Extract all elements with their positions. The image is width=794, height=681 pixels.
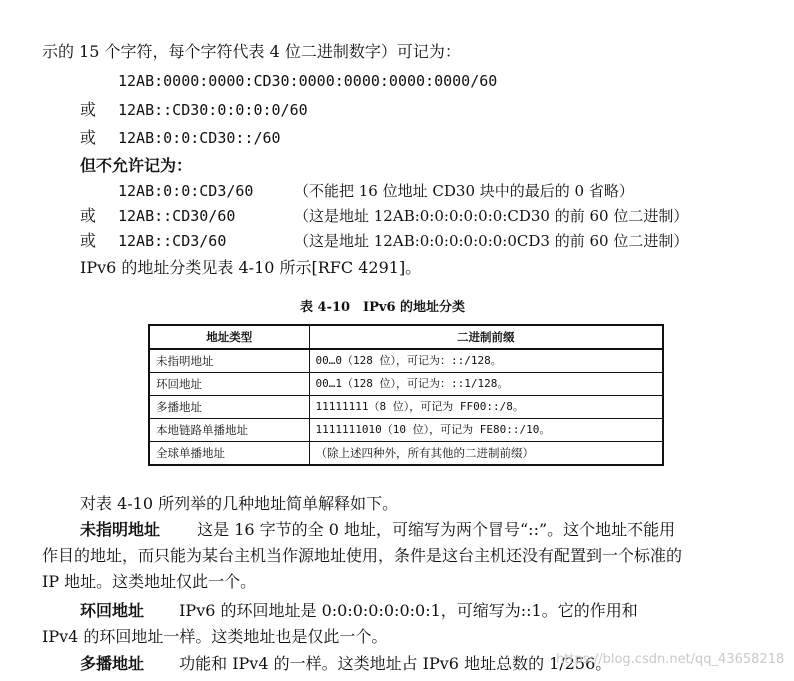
para-multicast-text1: 功能和 IPv4 的一样。这类地址占 IPv6 地址总数的 1/256。: [179, 654, 612, 673]
table-cell-prefix: 1111111010（10 位），可记为 FE80::/10。: [309, 419, 663, 442]
table-header-prefix: 二进制前缀: [309, 325, 663, 349]
term-multicast: 多播地址: [80, 654, 145, 673]
classification-line: IPv6 的地址分类见表 4-10 所示[RFC 4291]。: [80, 258, 422, 277]
table-row: [149, 396, 663, 419]
or-word-1: 或: [80, 100, 97, 119]
para-loopback-line2: IPv4 的环回地址一样。这类地址也是仅此一个。: [42, 627, 388, 646]
para-unspecified-text1: 这是 16 字节的全 0 地址，可缩写为两个冒号“::”。这个地址不能用: [197, 520, 676, 539]
table-cell-prefix: 11111111（8 位），可记为 FF00::/8。: [309, 396, 663, 419]
table-cell-type: 多播地址: [149, 396, 309, 419]
para-loopback-line1: [80, 601, 638, 621]
table-row: [149, 442, 663, 466]
table-cell-prefix: （除上述四种外，所有其他的二进制前缀）: [309, 442, 663, 466]
or-word-2: 或: [80, 128, 97, 147]
para-multicast-line1: [80, 654, 611, 674]
table-header-type: 地址类型: [149, 325, 309, 349]
address-alt2: 12AB:0:0:CD30::/60: [118, 129, 281, 147]
table-cell-type: 全球单播地址: [149, 442, 309, 466]
address-classification-table: [148, 324, 664, 466]
disallowed-code-2: 12AB::CD3/60: [118, 232, 227, 250]
table-cell-type: 本地链路单播地址: [149, 419, 309, 442]
disallowed-code-1: 12AB::CD30/60: [118, 207, 236, 225]
intro-line: 示的 15 个字符，每个字符代表 4 位二进制数字）可记为：: [42, 42, 461, 61]
table-row: [149, 349, 663, 373]
para-unspecified-line3: IP 地址。这类地址仅此一个。: [42, 572, 257, 591]
table-cell-type: 未指明地址: [149, 349, 309, 373]
disallowed-prefix-2: 或: [80, 231, 97, 250]
term-loopback: 环回地址: [80, 601, 145, 620]
disallowed-heading: 但不允许记为：: [80, 156, 193, 175]
table-header-row: [149, 325, 663, 349]
para-unspecified-line1: [80, 520, 675, 540]
disallowed-prefix-1: 或: [80, 206, 97, 225]
address-alt1: 12AB::CD30:0:0:0:0/60: [118, 101, 308, 119]
table-title: 表 4-10 IPv6 的地址分类: [300, 300, 466, 315]
disallowed-note-0: （不能把 16 位地址 CD30 块中的最后的 0 省略）: [294, 182, 634, 200]
address-full: 12AB:0000:0000:CD30:0000:0000:0000:0000/60: [118, 72, 498, 90]
table-cell-prefix: 00…1（128 位），可记为：::1/128。: [309, 373, 663, 396]
para-unspecified-line2: 作目的地址，而只能为某台主机当作源地址使用，条件是这台主机还没有配置到一个标准的: [42, 546, 683, 565]
table-row: [149, 373, 663, 396]
watermark: https://blog.csdn.net/qq_43658218: [556, 652, 785, 667]
table-row: [149, 419, 663, 442]
term-unspecified: 未指明地址: [80, 520, 161, 539]
disallowed-note-1: （这是地址 12AB:0:0:0:0:0:0:CD30 的前 60 位二进制）: [294, 207, 689, 225]
explain-line: 对表 4-10 所列举的几种地址简单解释如下。: [80, 494, 399, 513]
disallowed-code-0: 12AB:0:0:CD3/60: [118, 182, 254, 200]
table-cell-type: 环回地址: [149, 373, 309, 396]
table-cell-prefix: 00…0（128 位），可记为：::/128。: [309, 349, 663, 373]
disallowed-note-2: （这是地址 12AB:0:0:0:0:0:0:0CD3 的前 60 位二进制）: [294, 232, 689, 250]
para-loopback-text1: IPv6 的环回地址是 0:0:0:0:0:0:0:1，可缩写为::1。它的作用和: [179, 601, 638, 620]
